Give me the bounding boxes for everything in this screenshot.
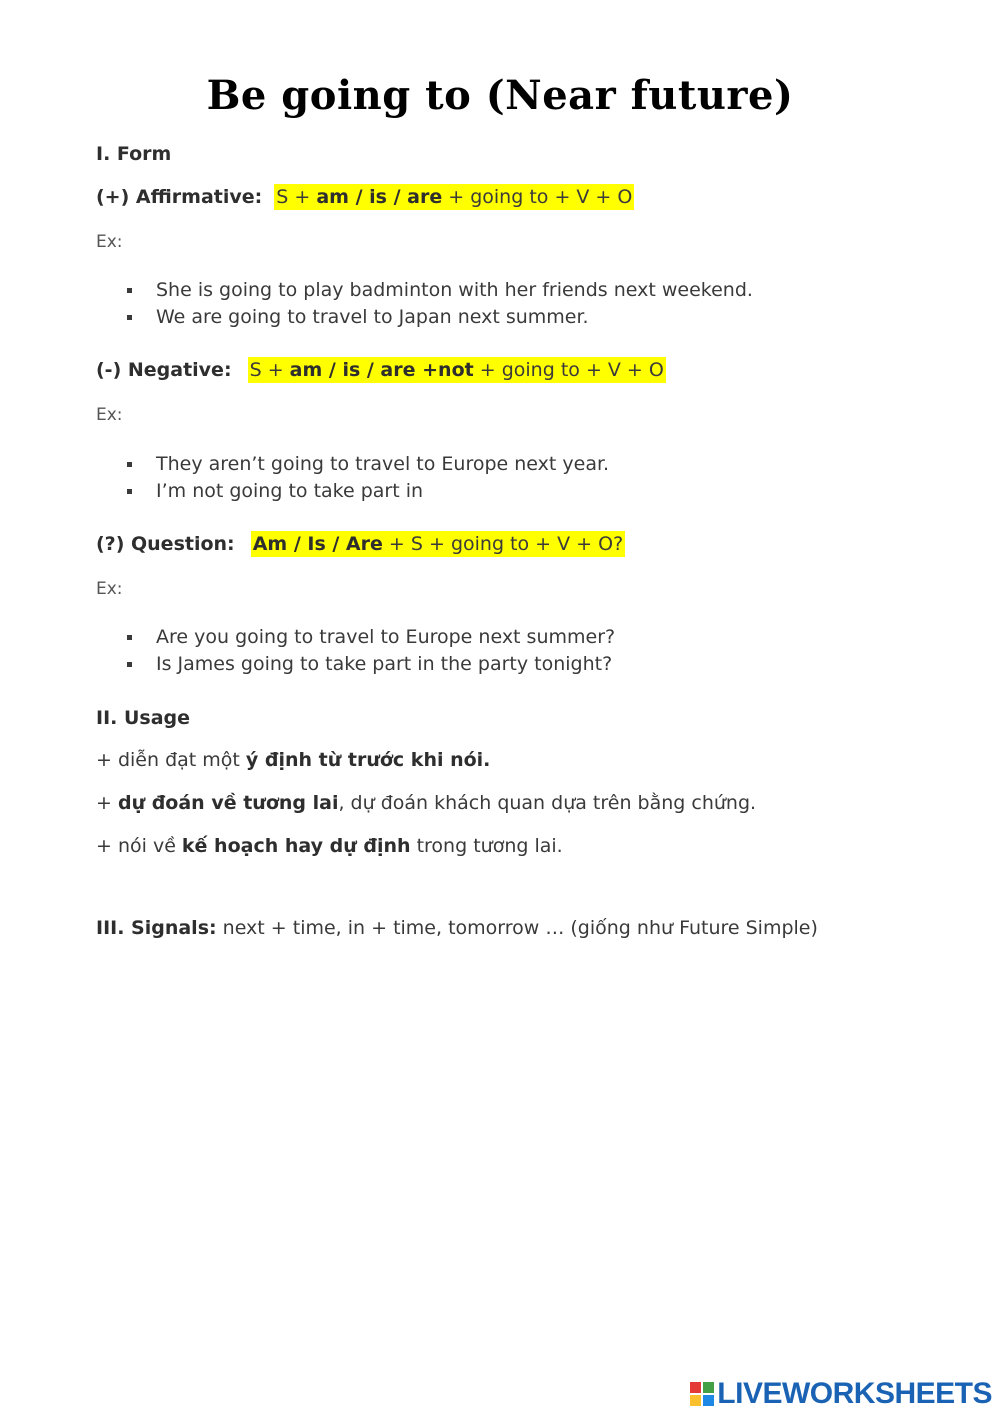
affirmative-row [96,184,634,210]
affirmative-formula-part3: + going to + V + O [442,186,633,208]
logo-blocks-icon [690,1382,714,1406]
question-label: (?) Question: [96,533,235,555]
list-item: She is going to play badminton with her friends next weekend. [96,277,753,304]
usage-item-1-bold: ý định từ trước khi nói. [245,749,491,771]
affirmative-formula [274,184,634,210]
usage-item-3-prefix: + nói về [96,835,182,857]
usage-item-2 [96,790,756,816]
list-item: They aren’t going to travel to Europe next year. [96,451,609,478]
logo-text: LIVEWORKSHEETS [717,1377,992,1410]
signals-text: next + time, in + time, tomorrow … (giống như Future Simple) [216,917,818,939]
list-item: We are going to travel to Japan next summer. [96,304,753,331]
negative-formula-part2: am / is / are +not [289,359,474,381]
affirmative-label: (+) Affirmative: [96,186,263,208]
signals-label: III. Signals: [96,917,217,939]
question-examples [96,624,615,678]
question-ex-label: Ex: [96,579,123,599]
affirmative-examples [96,277,753,331]
question-formula-part1: Am / Is / Are [252,533,383,555]
usage-item-3 [96,833,563,859]
usage-item-1 [96,747,490,773]
negative-formula-part1: S + [249,359,290,381]
usage-item-1-text: + diễn đạt một [96,749,246,771]
usage-heading: II. Usage [96,707,191,729]
list-item: I’m not going to take part in [96,478,609,505]
page-title: Be going to (Near future) [206,72,794,119]
negative-row [96,357,666,383]
negative-ex-label: Ex: [96,405,123,425]
logo-block [690,1395,701,1406]
usage-item-2-bold: dự đoán về tương lai [117,792,339,814]
liveworksheets-logo[interactable] [690,1379,992,1409]
list-item: Is James going to take part in the party tonight? [96,651,615,678]
negative-label: (-) Negative: [96,359,232,381]
usage-item-3-text: trong tương lai. [410,835,563,857]
affirmative-formula-part2: am / is / are [316,186,443,208]
question-row [96,531,625,557]
logo-block [703,1395,714,1406]
affirmative-formula-part1: S + [276,186,317,208]
question-formula [251,531,625,557]
negative-formula-part3: + going to + V + O [473,359,664,381]
form-heading: I. Form [96,143,172,165]
affirmative-ex-label: Ex: [96,232,123,252]
usage-item-3-bold: kế hoạch hay dự định [181,835,411,857]
logo-block [690,1382,701,1393]
usage-item-2-text: , dự đoán khách quan dựa trên bằng chứng. [338,792,757,814]
signals-row [96,915,818,941]
negative-examples [96,451,609,505]
logo-block [703,1382,714,1393]
negative-formula [248,357,666,383]
usage-item-2-prefix: + [96,792,118,814]
list-item: Are you going to travel to Europe next summer? [96,624,615,651]
question-formula-part2: + S + going to + V + O? [382,533,624,555]
